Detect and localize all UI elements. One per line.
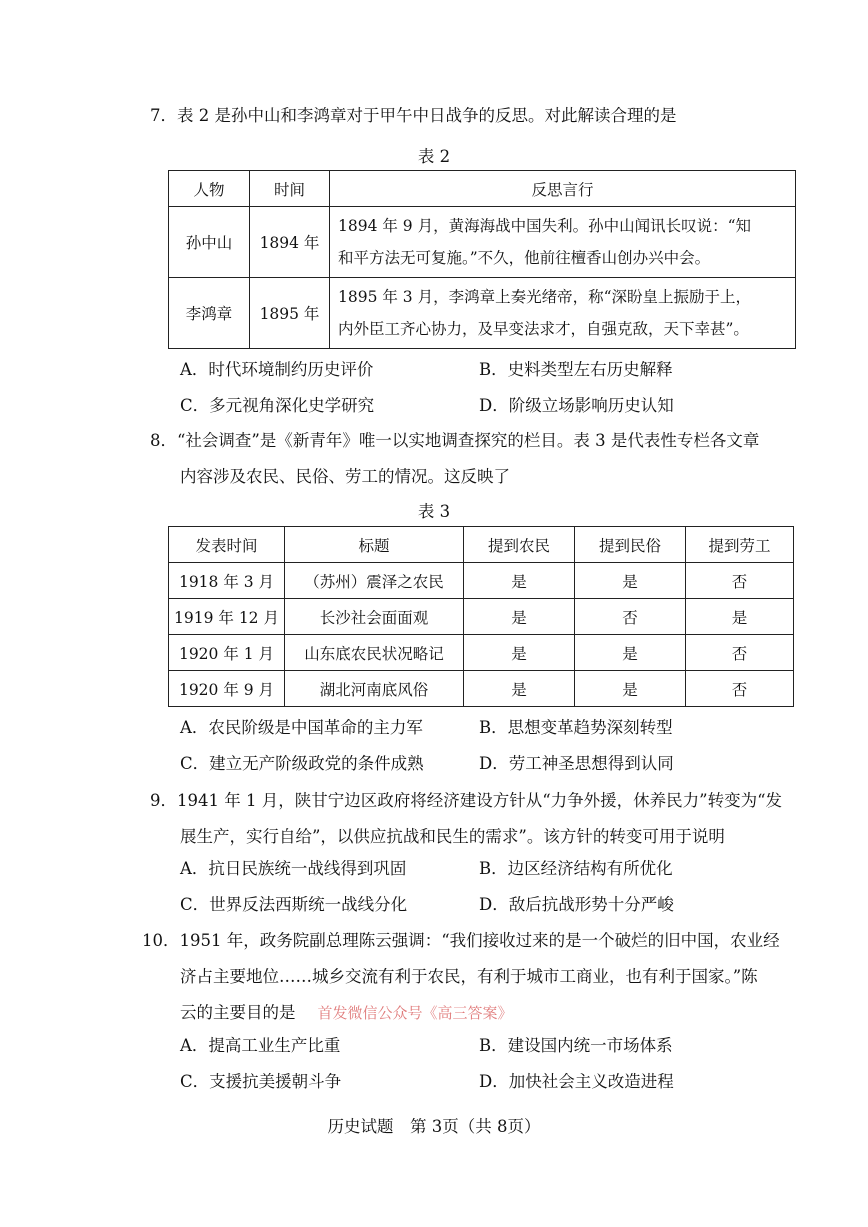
q9-option-b[interactable]: B．边区经济结构有所优化 — [479, 859, 673, 878]
q7-cell-reflection — [330, 207, 796, 278]
q8-header-date: 发表时间 — [169, 527, 285, 563]
table-row — [169, 599, 794, 635]
q10-stem-cont2 — [180, 995, 513, 1031]
q8-option-a[interactable]: A．农民阶级是中国革命的主力军 — [180, 718, 423, 737]
table-row — [169, 671, 794, 707]
q9-stem-line: 1941 年 1 月，陕甘宁边区政府将经济建设方针从“力争外援，休养民力”转变为“发 — [177, 791, 783, 810]
q9-stem-cont — [180, 819, 725, 855]
q10-stem-cont — [180, 959, 758, 995]
q7-option-b[interactable]: B．史料类型左右历史解释 — [479, 360, 673, 379]
q10-option-d[interactable]: D．加快社会主义改造进程 — [479, 1072, 674, 1091]
q8-cell: 是 — [464, 563, 575, 599]
q8-option-b[interactable]: B．思想变革趋势深刻转型 — [479, 718, 673, 737]
q7-table-caption: 表 2 — [417, 147, 451, 166]
q7-cell-person: 李鸿章 — [169, 278, 250, 349]
table-row — [169, 278, 796, 349]
page-footer: 历史试题 第 3页（共 8页） — [327, 1117, 541, 1136]
q8-cell: 是 — [464, 599, 575, 635]
q8-cell: 1919 年 12 月 — [169, 599, 285, 635]
q7-reflection-line: 1895 年 3 月，李鸿章上奏光绪帝，称“深盼皇上振励于上， — [338, 288, 752, 306]
q8-cell: （苏州）震泽之农民 — [285, 563, 464, 599]
q8-cell: 是 — [686, 599, 794, 635]
q7-table-header-row — [169, 171, 796, 207]
q8-table-header-row — [169, 527, 794, 563]
q7-option-c[interactable]: C．多元视角深化史学研究 — [180, 396, 375, 415]
q8-number: 8． — [150, 431, 177, 450]
q10-option-b[interactable]: B．建设国内统一市场体系 — [479, 1036, 673, 1055]
q10-stem-line: 1951 年，政务院副总理陈云强调：“我们接收过来的是一个破烂的旧中国，农业经 — [179, 931, 780, 950]
q8-cell: 1920 年 1 月 — [169, 635, 285, 671]
q8-cell: 长沙社会面面观 — [285, 599, 464, 635]
table-row — [169, 563, 794, 599]
q7-cell-time: 1895 年 — [250, 278, 330, 349]
q9-stem — [150, 783, 782, 819]
q7-cell-reflection — [330, 278, 796, 349]
q9-stem-line: 展生产，实行自给”，以供应抗战和民生的需求”。该方针的转变可用于说明 — [180, 827, 725, 846]
table-row — [169, 207, 796, 278]
q8-cell: 是 — [575, 635, 686, 671]
q7-reflection-line: 1894 年 9 月，黄海海战中国失利。孙中山闻讯长叹说：“知 — [338, 217, 752, 235]
q8-cell: 否 — [686, 635, 794, 671]
q10-stem — [142, 923, 780, 959]
q8-cell: 是 — [464, 671, 575, 707]
table-row — [169, 635, 794, 671]
q8-header-title: 标题 — [285, 527, 464, 563]
q7-reflection-line: 内外臣工齐心协力，及早变法求才，自强克敌，天下幸甚”。 — [338, 320, 749, 338]
watermark-text: 首发微信公众号《高三答案》 — [317, 1004, 513, 1022]
q8-table — [168, 526, 794, 707]
q8-header-farmers: 提到农民 — [464, 527, 575, 563]
q8-stem-line: “社会调查”是《新青年》唯一以实地调查探究的栏目。表 3 是代表性专栏各文章 — [177, 431, 760, 450]
q8-cell: 1918 年 3 月 — [169, 563, 285, 599]
q7-header-person: 人物 — [169, 171, 250, 207]
q8-stem-cont — [180, 459, 510, 495]
q10-option-a[interactable]: A．提高工业生产比重 — [180, 1036, 341, 1055]
q7-cell-person: 孙中山 — [169, 207, 250, 278]
q7-option-a[interactable]: A．时代环境制约历史评价 — [180, 360, 374, 379]
q8-cell: 否 — [686, 671, 794, 707]
q8-cell: 是 — [575, 563, 686, 599]
q8-header-customs: 提到民俗 — [575, 527, 686, 563]
q9-option-c[interactable]: C．世界反法西斯统一战线分化 — [180, 895, 408, 914]
q7-reflection-line: 和平方法无可复施。”不久，他前往檀香山创办兴中会。 — [338, 249, 711, 267]
q7-stem — [150, 98, 677, 134]
q9-option-a[interactable]: A．抗日民族统一战线得到巩固 — [180, 859, 407, 878]
q10-option-c[interactable]: C．支援抗美援朝斗争 — [180, 1072, 342, 1091]
q8-cell: 湖北河南底风俗 — [285, 671, 464, 707]
q9-option-d[interactable]: D．敌后抗战形势十分严峻 — [479, 895, 674, 914]
q8-header-labor: 提到劳工 — [686, 527, 794, 563]
q7-header-reflection: 反思言行 — [330, 171, 796, 207]
q8-table-caption: 表 3 — [417, 502, 451, 521]
q7-number: 7． — [150, 106, 177, 125]
q10-stem-line: 云的主要目的是 — [180, 1003, 296, 1022]
q7-header-time: 时间 — [250, 171, 330, 207]
q8-stem — [150, 423, 759, 459]
q8-cell: 否 — [575, 599, 686, 635]
q8-cell: 1920 年 9 月 — [169, 671, 285, 707]
q8-cell: 否 — [686, 563, 794, 599]
q8-cell: 是 — [575, 671, 686, 707]
q7-table — [168, 170, 796, 349]
q8-option-c[interactable]: C．建立无产阶级政党的条件成熟 — [180, 754, 424, 773]
q10-number: 10． — [142, 931, 180, 950]
q9-number: 9． — [150, 791, 177, 810]
q8-option-d[interactable]: D．劳工神圣思想得到认同 — [479, 754, 674, 773]
q7-cell-time: 1894 年 — [250, 207, 330, 278]
q7-option-d[interactable]: D．阶级立场影响历史认知 — [479, 396, 674, 415]
q8-cell: 是 — [464, 635, 575, 671]
q8-stem-line: 内容涉及农民、民俗、劳工的情况。这反映了 — [180, 467, 510, 486]
q8-cell: 山东底农民状况略记 — [285, 635, 464, 671]
q10-stem-line: 济占主要地位……城乡交流有利于农民，有利于城市工商业，也有利于国家。”陈 — [180, 967, 758, 986]
q7-stem-text: 表 2 是孙中山和李鸿章对于甲午中日战争的反思。对此解读合理的是 — [177, 106, 677, 125]
